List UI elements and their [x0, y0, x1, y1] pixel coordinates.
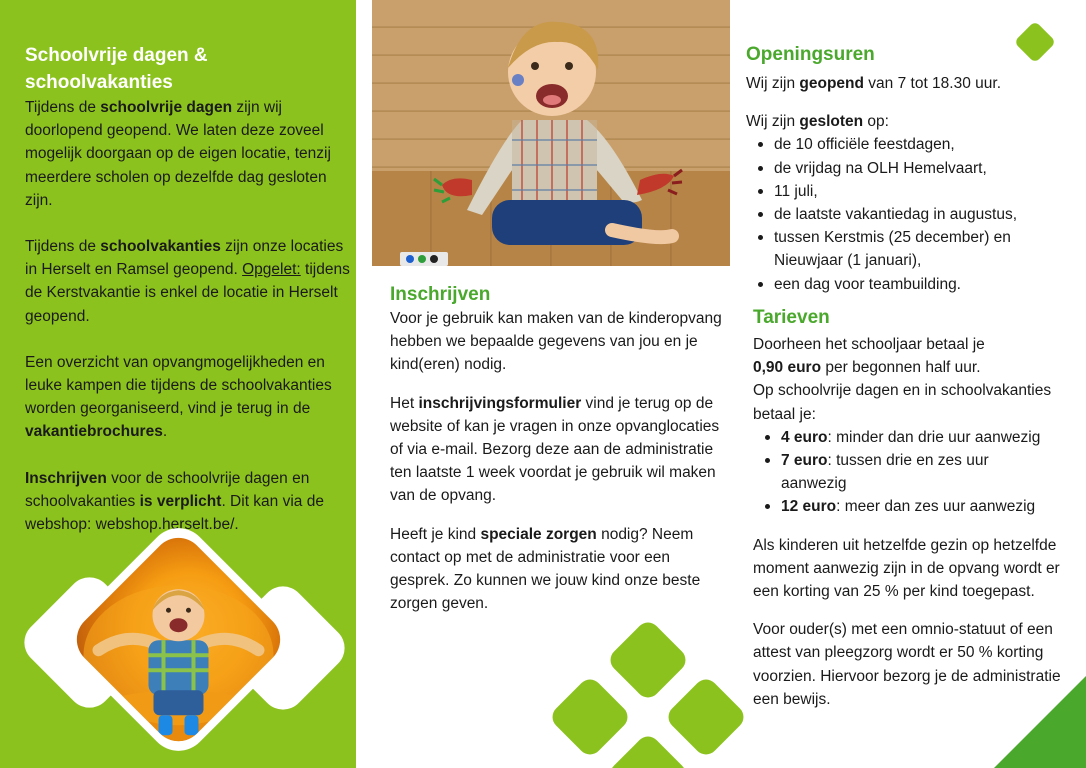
inschrijven-paragraph-2 [390, 392, 730, 508]
left-text [25, 42, 351, 536]
price-description: : tussen drie en zes uur aanwezig [781, 452, 989, 493]
text: op: [863, 113, 889, 131]
text: Wij zijn [746, 113, 800, 131]
text: tijdens de Kerstvakantie is enkel de locatie in Herselt geopend. [25, 261, 350, 325]
bold-text: 0,90 euro [753, 359, 822, 377]
text: van 7 tot 18.30 uur. [863, 75, 1002, 92]
text: Een overzicht van opvangmogelijkheden en leuke kampen die tijdens de schoolvakanties worden georganiseerd, vind je terug in de [25, 353, 332, 418]
list-item: een dag voor teambuilding. [756, 273, 1082, 296]
text: Wij zijn [746, 75, 800, 92]
closed-days-list [756, 133, 1082, 295]
bold-text: is verplicht [139, 492, 222, 510]
text: . Dit kan via de webshop: webshop.herselt.be/. [25, 492, 324, 534]
corner-triangle [994, 676, 1086, 768]
bold-text: gesloten [799, 113, 864, 131]
closed-intro-text [746, 110, 1082, 133]
text: Doorheen het schooljaar betaal je [753, 336, 985, 353]
tarieven-section [753, 306, 1083, 711]
bold-text: schoolvrije dagen [100, 99, 233, 116]
text: . [162, 423, 168, 441]
list-item: de vrijdag na OLH Hemelvaart, [756, 157, 1082, 180]
underlined-text: Opgelet: [242, 261, 301, 279]
list-item: de laatste vakantiedag in augustus, [756, 203, 1082, 226]
text: voor de schoolvrije dagen en schoolvakanties [25, 469, 310, 510]
list-item: 11 juli, [756, 180, 1082, 203]
price-description: : meer dan zes uur aanwezig [836, 498, 1036, 516]
list-item: tussen Kerstmis (25 december) en Nieuwjaar (1 januari), [756, 226, 1082, 272]
photo-child-painting [372, 0, 730, 266]
bold-text: geopend [799, 75, 864, 92]
photo-frame-diamond [55, 516, 302, 763]
photo-child-on-slide [66, 527, 291, 752]
tarieven-paragraph-3: Als kinderen uit hetzelfde gezin op hetzelfde moment aanwezig zijn in de opvang wordt er een korting van 25 % per kind toegepast. [753, 536, 1060, 601]
openingsuren-section [746, 43, 1082, 296]
green-diamond-bottom [606, 732, 691, 768]
inschrijven-paragraph-1: Voor je gebruik kan maken van de kinderopvang hebben we bepaalde gegevens van jou en je kind(eren) nodig. [390, 310, 722, 374]
inschrijven-section [390, 283, 730, 615]
tarieven-paragraph-1 [753, 333, 1083, 379]
text: vind je terug op de website of kan je vragen in onze opvanglocaties of via e-mail. Bezorg deze aan de administratie ten laatste 1 week voordat je gebruik wil maken van de opvang. [390, 394, 720, 505]
text: per begonnen half uur. [821, 359, 981, 377]
left-title-line2: schoolvakanties [25, 72, 173, 93]
text: Heeft je kind [390, 525, 481, 543]
text: nodig? Neem contact op met de administratie voor een gesprek. Zo kunnen we jouw kind onze beste zorgen geven. [390, 525, 701, 613]
price-description: : minder dan drie uur aanwezig [827, 428, 1041, 446]
left-title [25, 42, 351, 96]
inschrijven-heading: Inschrijven [390, 284, 491, 305]
text: zijn wij doorlopend geopend. We laten deze zoveel mogelijk doorgaan op de eigen locatie, tenzij meerdere scholen op dezelfde dag gesloten zijn. [25, 99, 331, 209]
text: zijn onze locaties in Herselt en Ramsel geopend. [25, 238, 344, 279]
inschrijven-paragraph-3 [390, 523, 730, 616]
bold-text: vakantiebrochures [25, 423, 163, 441]
list-item: de 10 officiële feestdagen, [756, 133, 1082, 156]
price: 7 euro [781, 452, 828, 470]
green-diamond-right [664, 675, 749, 760]
tarieven-paragraph-2: Op schoolvrije dagen en in schoolvakanties betaal je: [753, 382, 1052, 423]
text: Het [390, 394, 419, 412]
child-slide-illustration [69, 530, 289, 750]
bold-text: speciale zorgen [480, 525, 597, 543]
left-paragraph-4 [25, 467, 351, 537]
price: 4 euro [781, 428, 828, 446]
tarieven-list [763, 426, 1083, 519]
left-paragraph-3 [25, 351, 351, 444]
price-item [763, 449, 1083, 495]
child-painting-illustration [372, 0, 730, 266]
green-diamond-top [606, 618, 691, 703]
open-hours-text [746, 72, 1082, 95]
left-paragraph-1 [25, 96, 351, 212]
tarieven-heading: Tarieven [753, 307, 830, 328]
left-panel [0, 0, 356, 768]
left-title-line1: Schoolvrije dagen & [25, 45, 208, 66]
green-diamond-left [548, 675, 633, 760]
text: Tijdens de [25, 238, 101, 256]
left-paragraph-2 [25, 235, 351, 328]
price-item [763, 426, 1083, 449]
openingsuren-heading: Openingsuren [746, 44, 875, 65]
bold-text: inschrijvingsformulier [418, 394, 582, 412]
price-item [763, 495, 1083, 518]
price: 12 euro [781, 498, 837, 516]
text: Tijdens de [25, 99, 101, 116]
bold-text: schoolvakanties [100, 238, 221, 256]
tarieven-paragraph-4: Voor ouder(s) met een omnio-statuut of een attest van pleegzorg wordt er 50 % korting voorzien. Hiervoor bezorg je de administratie een bewijs. [753, 621, 1061, 708]
bold-text: Inschrijven [25, 469, 107, 487]
